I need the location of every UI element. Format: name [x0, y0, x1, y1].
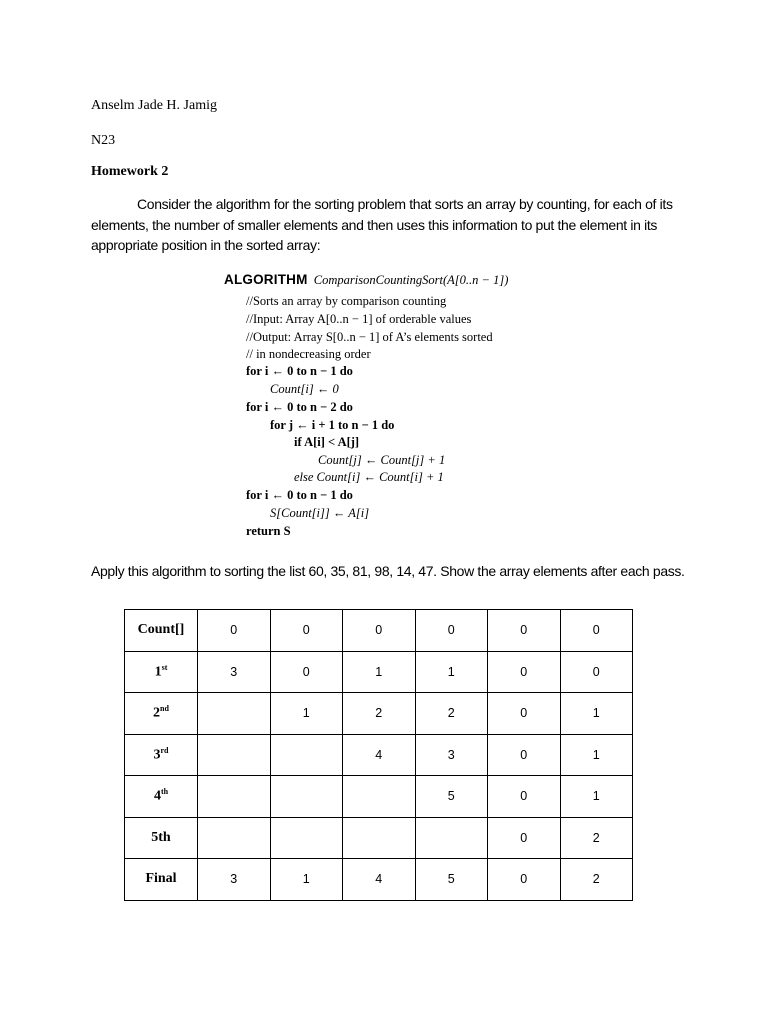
algo-line: if A[i] < A[j]: [294, 435, 360, 449]
algo-line: return S: [246, 524, 291, 538]
table-row: [125, 651, 633, 693]
table-cell: 0: [415, 610, 488, 652]
table-cell: 5: [415, 776, 488, 818]
table-cell: 1: [415, 651, 488, 693]
algo-line: //Input: Array A[0..n − 1] of orderable values: [246, 312, 472, 326]
intro-paragraph: [91, 194, 683, 256]
author-name: Anselm Jade H. Jamig: [91, 98, 217, 113]
table-cell: 3: [415, 734, 488, 776]
table-cell: 1: [560, 734, 633, 776]
table-cell: [198, 734, 271, 776]
section-code: N23: [91, 133, 116, 148]
row-label-text: 4: [153, 789, 161, 805]
table-cell: 3: [198, 651, 271, 693]
table-cell: [198, 776, 271, 818]
table-cell: 3: [198, 859, 271, 901]
table-row: [125, 859, 633, 901]
table-cell: 0: [560, 651, 633, 693]
algo-line: for i ← 0 to n − 1 do: [246, 364, 353, 378]
table-row: [125, 817, 633, 859]
table-cell: [198, 693, 271, 735]
intro-text: Consider the algorithm for the sorting problem that sorts an array by counting, for each of its elements, the number of smaller elements and then uses this information to put the element in its appropriate position in the sorted array:: [91, 196, 673, 253]
row-label-suffix: st: [161, 662, 168, 672]
algo-line: Count[i] ← 0: [270, 382, 339, 396]
row-label-text: Final: [145, 871, 177, 887]
table-cell: 1: [343, 651, 416, 693]
row-label-text: 3: [153, 747, 161, 763]
algo-line: for i ← 0 to n − 2 do: [246, 400, 353, 414]
algo-line: // in nondecreasing order: [246, 347, 371, 361]
algo-line: S[Count[i]] ← A[i]: [270, 506, 370, 520]
table-cell: 1: [270, 859, 343, 901]
row-label: [125, 651, 198, 693]
table-cell: 2: [343, 693, 416, 735]
table-cell: 1: [270, 693, 343, 735]
table-row: [125, 734, 633, 776]
table-cell: [270, 817, 343, 859]
algorithm-signature: ComparisonCountingSort(A[0..n − 1]): [313, 273, 509, 287]
table-cell: 0: [488, 859, 561, 901]
table-cell: 1: [560, 776, 633, 818]
table-cell: 4: [343, 859, 416, 901]
table-cell: 0: [560, 610, 633, 652]
table-cell: 0: [198, 610, 271, 652]
task-paragraph: Apply this algorithm to sorting the list 60, 35, 81, 98, 14, 47. Show the array elements after each pass.: [91, 563, 685, 579]
table-cell: 1: [560, 693, 633, 735]
row-label: [125, 610, 198, 652]
row-label-text: 2: [153, 706, 161, 722]
algo-line: for i ← 0 to n − 1 do: [246, 488, 353, 502]
row-label-suffix: th: [160, 787, 169, 797]
table-cell: 0: [488, 817, 561, 859]
table-cell: [270, 776, 343, 818]
algorithm-heading: ALGORITHM: [224, 272, 308, 287]
table-cell: 0: [343, 610, 416, 652]
row-label: [125, 776, 198, 818]
algo-line: else Count[i] ← Count[i] + 1: [294, 470, 444, 484]
row-label-suffix: nd: [160, 704, 169, 714]
row-label: [125, 817, 198, 859]
row-label-text: 5th: [151, 829, 171, 845]
table-row: [125, 693, 633, 735]
row-label-text: 1: [154, 664, 162, 680]
table-cell: 0: [488, 610, 561, 652]
algorithm-header: [224, 272, 508, 288]
algo-line: Count[j] ← Count[j] + 1: [318, 453, 446, 467]
row-label: [125, 693, 198, 735]
table-cell: 0: [488, 776, 561, 818]
homework-title: Homework 2: [91, 164, 169, 179]
count-table: [124, 609, 633, 901]
table-cell: 2: [560, 817, 633, 859]
table-cell: [343, 776, 416, 818]
table-cell: [343, 817, 416, 859]
row-label: [125, 859, 198, 901]
algo-line: //Output: Array S[0..n − 1] of A’s elements sorted: [246, 330, 493, 344]
table-cell: 0: [488, 651, 561, 693]
row-label-text: Count[]: [137, 622, 185, 638]
table-cell: 0: [488, 693, 561, 735]
table-cell: [270, 734, 343, 776]
table-cell: 2: [415, 693, 488, 735]
table-row: [125, 610, 633, 652]
row-label-suffix: rd: [160, 745, 169, 755]
table-cell: 2: [560, 859, 633, 901]
algo-line: for j ← i + 1 to n − 1 do: [270, 418, 395, 432]
table-cell: [198, 817, 271, 859]
table-cell: 0: [270, 651, 343, 693]
algo-line: //Sorts an array by comparison counting: [246, 294, 447, 308]
row-label: [125, 734, 198, 776]
table-cell: [415, 817, 488, 859]
table-cell: 4: [343, 734, 416, 776]
table-cell: 5: [415, 859, 488, 901]
table-cell: 0: [270, 610, 343, 652]
table-row: [125, 776, 633, 818]
table-cell: 0: [488, 734, 561, 776]
